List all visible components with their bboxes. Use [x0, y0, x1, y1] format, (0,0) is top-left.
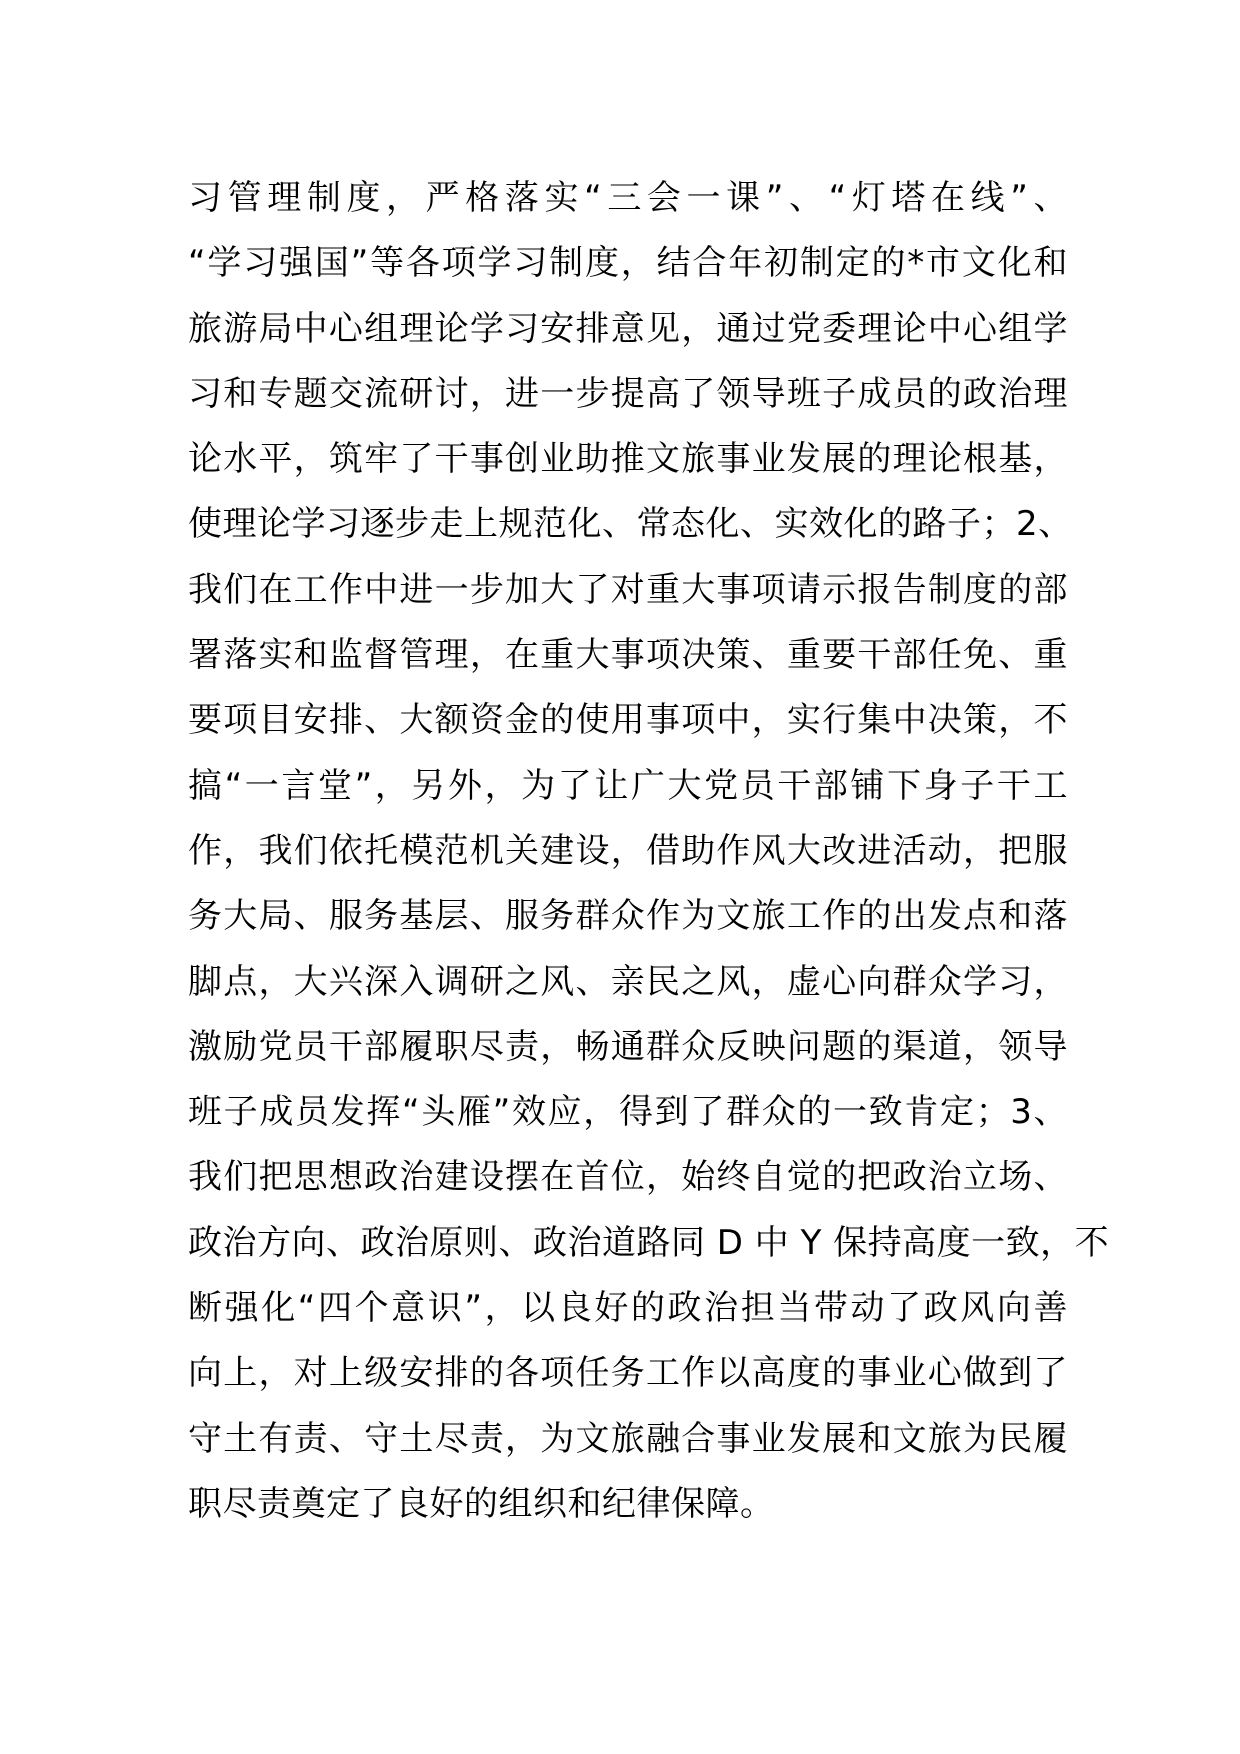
text-line: 作，我们依托模范机关建设，借助作风大改进活动，把服 — [188, 830, 1068, 871]
text-line: 使理论学习逐步走上规范化、常态化、实效化的路子；2、 — [188, 504, 1073, 545]
body-paragraph — [188, 166, 1110, 1537]
text-line: 我们把思想政治建设摆在首位，始终自觉的把政治立场、 — [188, 1157, 1068, 1198]
text-line: 署落实和监督管理，在重大事项决策、重要干部任免、重 — [188, 635, 1068, 676]
text-line: 搞“一言堂”，另外，为了让广大党员干部铺下身子干工 — [188, 765, 1068, 806]
text-line: “学习强国”等各项学习制度，结合年初制定的*市文化和 — [188, 243, 1068, 284]
text-line: 向上，对上级安排的各项任务工作以高度的事业心做到了 — [188, 1353, 1068, 1394]
text-line: 脚点，大兴深入调研之风、亲民之风，虚心向群众学习， — [188, 961, 1068, 1002]
text-line: 习和专题交流研讨，进一步提高了领导班子成员的政治理 — [188, 373, 1068, 414]
text-line: 务大局、服务基层、服务群众作为文旅工作的出发点和落 — [188, 896, 1068, 937]
text-line: 激励党员干部履职尽责，畅通群众反映问题的渠道，领导 — [188, 1026, 1068, 1067]
text-line: 班子成员发挥“头雁”效应，得到了群众的一致肯定；3、 — [188, 1092, 1068, 1133]
text-line: 习管理制度，严格落实“三会一课”、“灯塔在线”、 — [188, 178, 1068, 218]
text-line: 论水平，筑牢了干事创业助推文旅事业发展的理论根基， — [188, 439, 1068, 480]
text-line: 守土有责、守土尽责，为文旅融合事业发展和文旅为民履 — [188, 1418, 1068, 1459]
text-line: 我们在工作中进一步加大了对重大事项请示报告制度的部 — [188, 569, 1068, 610]
text-line: 旅游局中心组理论学习安排意见，通过党委理论中心组学 — [188, 308, 1068, 349]
text-line: 职尽责奠定了良好的组织和纪律保障。 — [188, 1483, 775, 1524]
text-line: 要项目安排、大额资金的使用事项中，实行集中决策，不 — [188, 700, 1068, 741]
text-line: 政治方向、政治原则、政治道路同 D 中 Y 保持高度一致，不 — [188, 1222, 1110, 1263]
text-line: 断强化“四个意识”，以良好的政治担当带动了政风向善 — [188, 1288, 1068, 1329]
